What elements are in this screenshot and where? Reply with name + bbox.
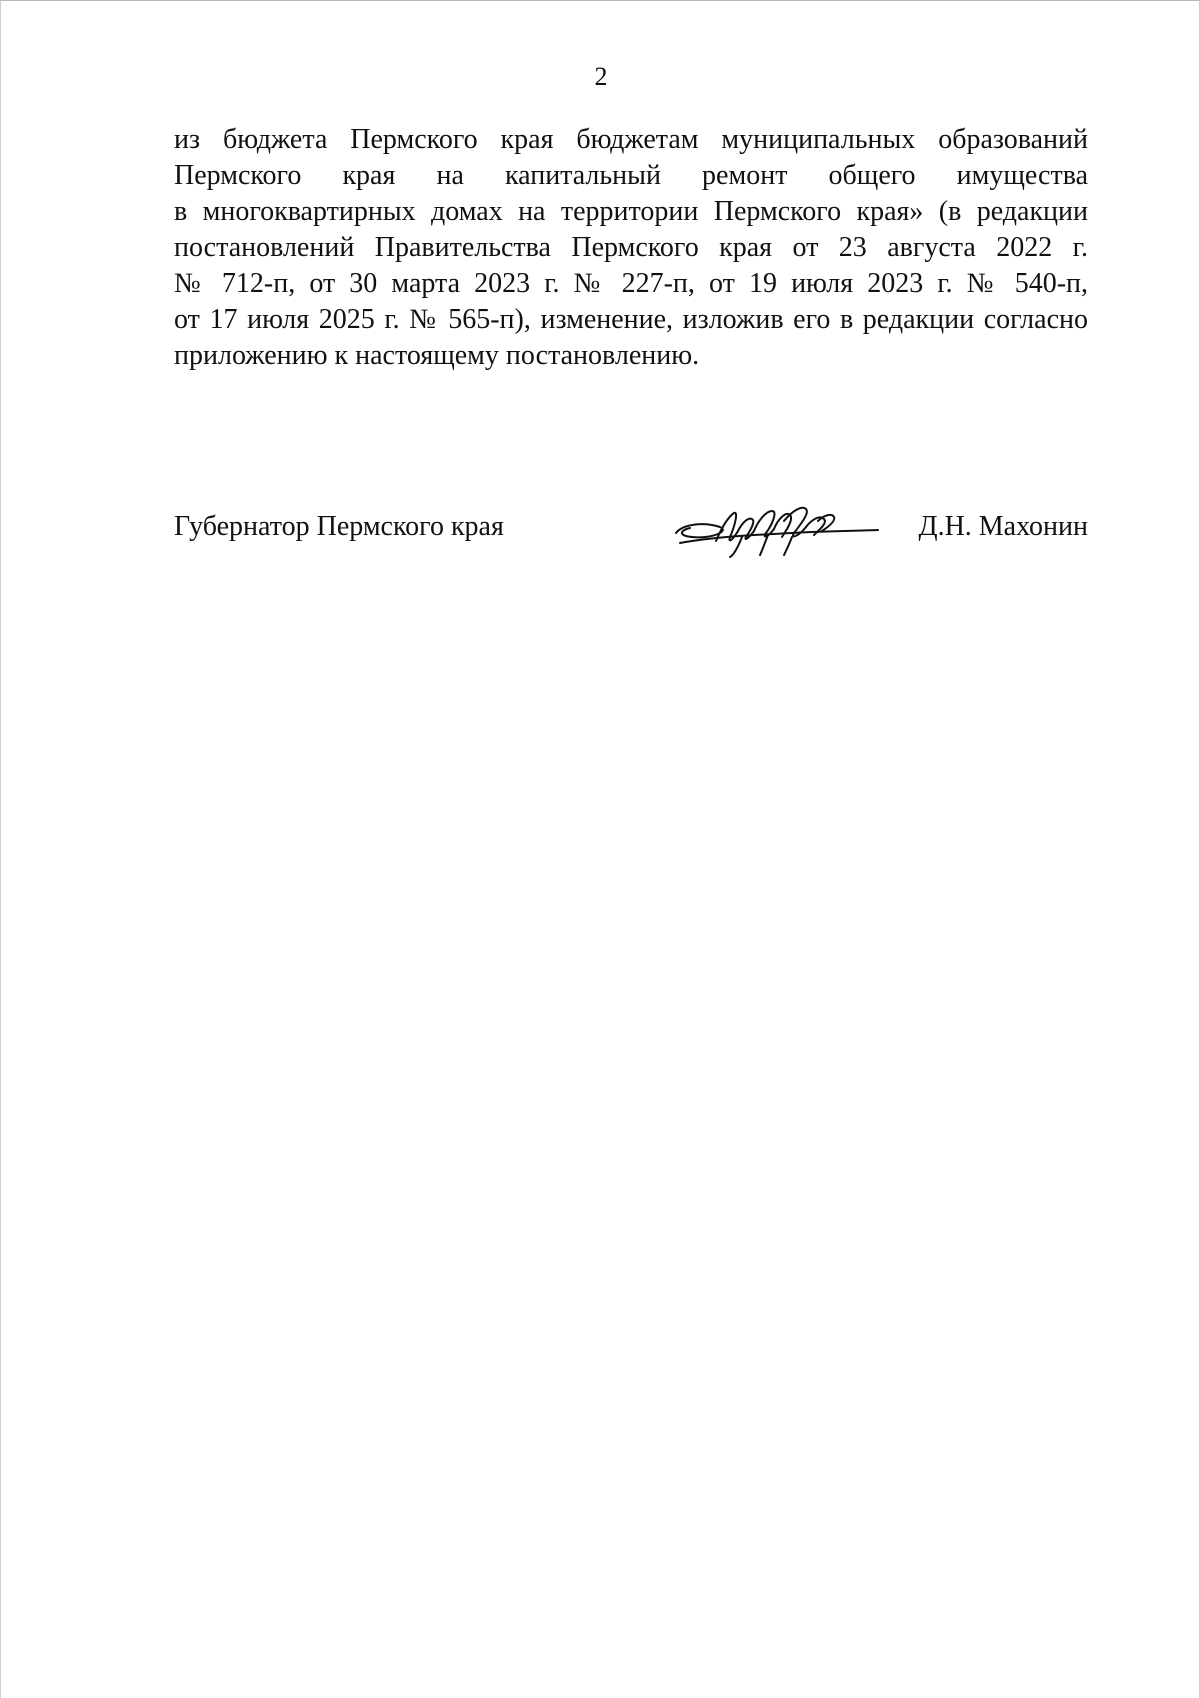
signature-block	[174, 509, 1088, 569]
body-paragraph	[174, 122, 1088, 374]
body-line: из бюджета Пермского края бюджетам муниципальных образований	[174, 124, 1088, 155]
body-line: от 17 июля 2025 г. № 565-п), изменение, изложив его в редакции согласно	[174, 304, 1088, 335]
body-line: постановлений Правительства Пермского края от 23 августа 2022 г.	[174, 232, 1088, 263]
signer-name: Д.Н. Махонин	[918, 511, 1088, 542]
handwritten-signature-icon	[672, 497, 882, 559]
body-line: приложению к настоящему постановлению.	[174, 340, 700, 371]
body-line: Пермского края на капитальный ремонт общего имущества	[174, 160, 1088, 191]
body-line: в многоквартирных домах на территории Пермского края» (в редакции	[174, 196, 1088, 227]
page-number: 2	[594, 62, 608, 91]
body-line: № 712-п, от 30 марта 2023 г. № 227-п, от 19 июля 2023 г. № 540-п,	[174, 268, 1088, 299]
signer-title: Губернатор Пермского края	[174, 511, 504, 542]
